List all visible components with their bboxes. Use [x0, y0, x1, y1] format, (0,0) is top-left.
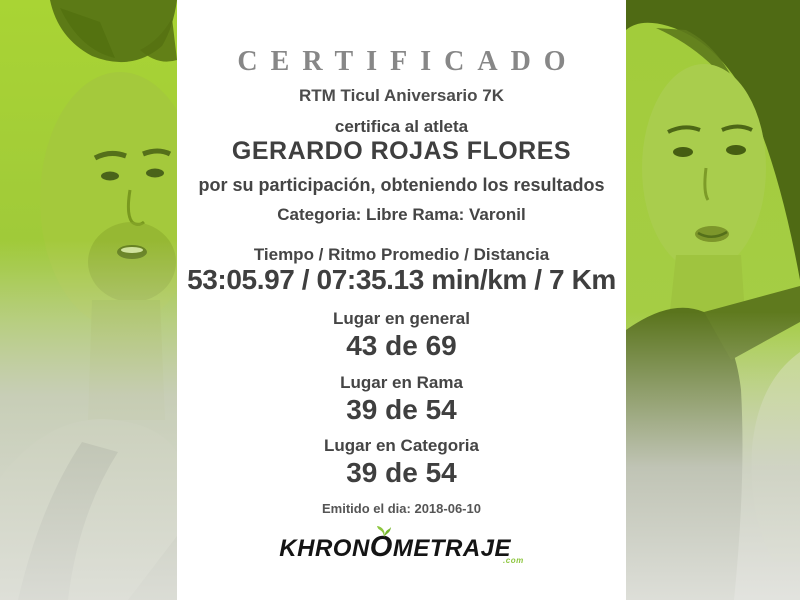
participation-text: por su participación, obteniendo los resultados [198, 175, 605, 195]
gender-place-value: 39 de 54 [346, 394, 457, 425]
brand-letter-o: O [370, 535, 393, 560]
category-place-value: 39 de 54 [346, 457, 457, 488]
issued-date: Emitido el dia: 2018-06-10 [322, 501, 481, 516]
category-line: Categoria: Libre Rama: Varonil [277, 205, 526, 224]
brand-tld: .com [503, 556, 524, 565]
right-runner-photo [626, 0, 800, 600]
left-runner-photo [0, 0, 177, 600]
male-runner-illustration [0, 0, 177, 600]
certificate-title: CERTIFICADO [237, 46, 579, 77]
female-runner-illustration [626, 0, 800, 600]
event-name: RTM Ticul Aniversario 7K [299, 86, 504, 105]
brand-text-end: METRAJE [392, 535, 512, 562]
certificate-panel [177, 0, 626, 600]
brand-wordmark [279, 531, 524, 565]
brand-text-start: KHRON [279, 535, 370, 562]
category-place-label: Lugar en Categoria [324, 436, 479, 455]
results-header: Tiempo / Ritmo Promedio / Distancia [253, 245, 550, 264]
certifies-label: certifica al atleta [334, 117, 469, 136]
athlete-name: GERARDO ROJAS FLORES [231, 137, 572, 165]
overall-place-value: 43 de 69 [346, 330, 457, 361]
brand-logo [177, 531, 626, 565]
results-values: 53:05.97 / 07:35.13 min/km / 7 Km [187, 264, 616, 295]
gender-place-label: Lugar en Rama [340, 373, 463, 392]
leaf-sprout-icon [377, 526, 391, 537]
overall-place-label: Lugar en general [333, 309, 470, 328]
